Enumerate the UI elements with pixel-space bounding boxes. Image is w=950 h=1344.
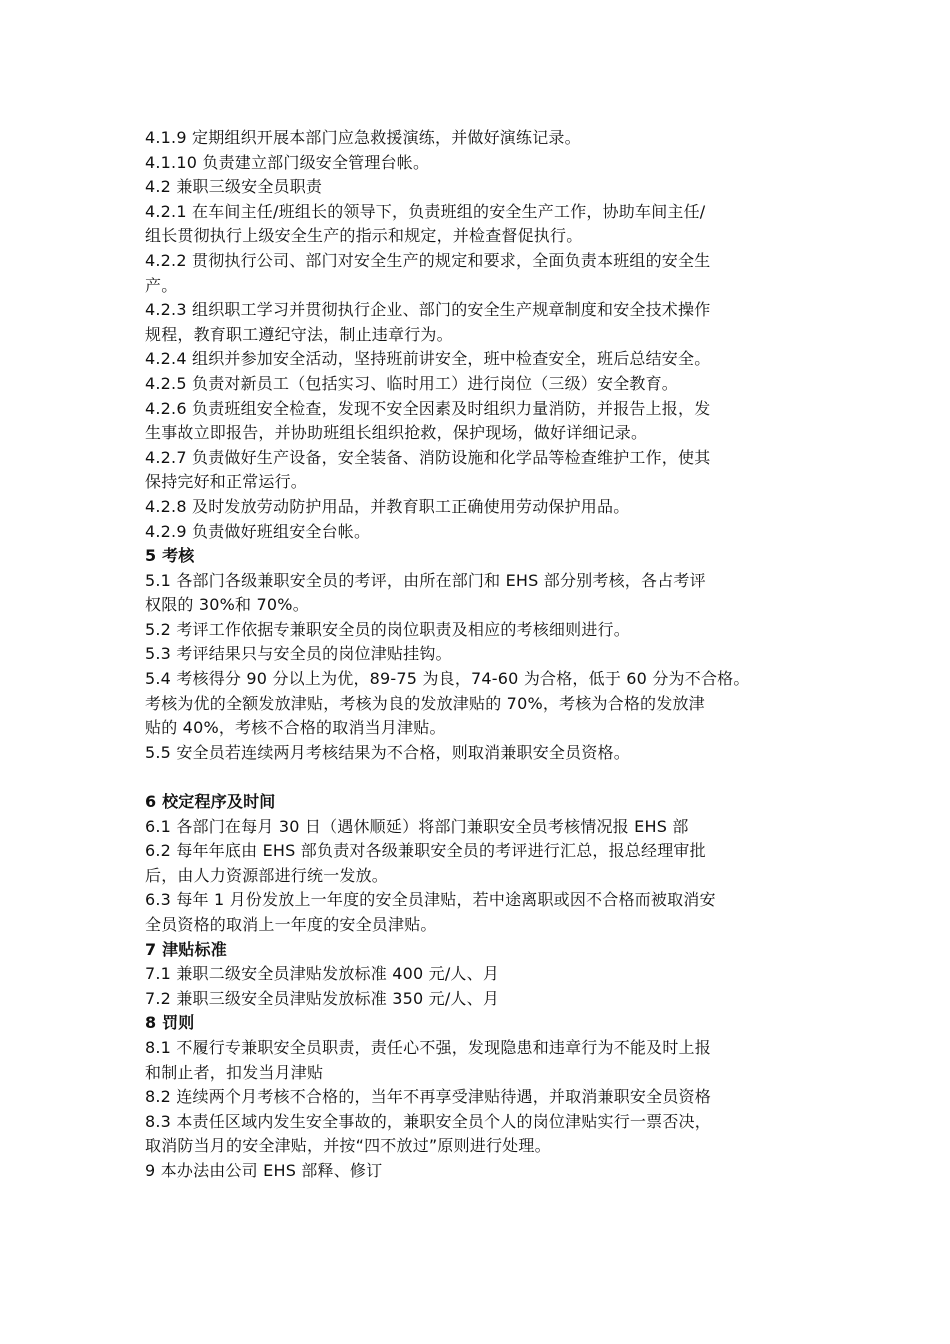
text-line: 8.3 本责任区域内发生安全事故的，兼职安全员个人的岗位津贴实行一票否决，	[145, 1111, 711, 1131]
text-line: 5.5 安全员若连续两月考核结果为不合格，则取消兼职安全员资格。	[145, 742, 630, 762]
section-heading: 7 津贴标准	[145, 939, 227, 959]
text-line: 4.2.8 及时发放劳动防护用品，并教育职工正确使用劳动保护用品。	[145, 496, 630, 516]
text-line: 4.2.2 贯彻执行公司、部门对安全生产的规定和要求，全面负责本班组的安全生	[145, 250, 711, 270]
section-heading: 5 考核	[145, 546, 195, 566]
text-line: 5.2 考评工作依据专兼职安全员的岗位职责及相应的考核细则进行。	[145, 619, 630, 639]
text-line: 4.2.4 组织并参加安全活动，坚持班前讲安全，班中检查安全，班后总结安全。	[145, 349, 711, 369]
text-line: 4.2.5 负责对新员工（包括实习、临时用工）进行岗位（三级）安全教育。	[145, 373, 678, 393]
text-line: 4.1.9 定期组织开展本部门应急救援演练，并做好演练记录。	[145, 128, 581, 147]
text-line: 7.2 兼职三级安全员津贴发放标准 350 元/人、月	[145, 988, 500, 1008]
text-line: 6.3 每年 1 月份发放上一年度的安全员津贴，若中途离职或因不合格而被取消安	[145, 890, 716, 910]
text-line: 考核为优的全额发放津贴，考核为良的发放津贴的 70%，考核为合格的发放津	[145, 693, 705, 713]
text-line: 6.1 各部门在每月 30 日（遇休顺延）将部门兼职安全员考核情况报 EHS 部	[145, 816, 689, 836]
text-line: 4.2 兼职三级安全员职责	[145, 177, 323, 197]
text-line: 4.2.1 在车间主任/班组长的领导下，负责班组的安全生产工作，协助车间主任/	[145, 201, 706, 221]
text-line: 规程，教育职工遵纪守法，制止违章行为。	[145, 324, 453, 344]
blank-line	[145, 765, 815, 790]
text-line: 5.4 考核得分 90 分以上为优，89-75 为良，74-60 为合格，低于 60 分为不合格。	[145, 669, 750, 689]
text-line: 9 本办法由公司 EHS 部释、修订	[145, 1160, 383, 1180]
section-heading: 6 校定程序及时间	[145, 792, 276, 812]
document-body	[145, 126, 815, 1184]
text-line: 8.2 连续两个月考核不合格的，当年不再享受津贴待遇，并取消兼职安全员资格	[145, 1087, 711, 1107]
text-line: 和制止者，扣发当月津贴	[145, 1062, 324, 1082]
text-line: 后，由人力资源部进行统一发放。	[145, 865, 389, 885]
text-line: 生事故立即报告，并协助班组长组织抢救，保护现场，做好详细记录。	[145, 423, 648, 443]
text-line: 产。	[145, 275, 178, 295]
text-line: 4.2.6 负责班组安全检查，发现不安全因素及时组织力量消防，并报告上报，发	[145, 398, 711, 418]
text-line: 4.1.10 负责建立部门级安全管理台帐。	[145, 152, 430, 172]
text-line: 4.2.7 负责做好生产设备，安全装备、消防设施和化学品等检查维护工作，使其	[145, 447, 711, 467]
text-line: 5.1 各部门各级兼职安全员的考评，由所在部门和 EHS 部分别考核，各占考评	[145, 570, 706, 590]
text-line: 4.2.9 负责做好班组安全台帐。	[145, 521, 371, 541]
text-line: 6.2 每年年底由 EHS 部负责对各级兼职安全员的考评进行汇总，报总经理审批	[145, 841, 706, 861]
section-heading: 8 罚则	[145, 1013, 195, 1033]
text-line: 8.1 不履行专兼职安全员职责，责任心不强，发现隐患和违章行为不能及时上报	[145, 1037, 711, 1057]
text-line: 4.2.3 组织职工学习并贯彻执行企业、部门的安全生产规章制度和安全技术操作	[145, 300, 711, 320]
text-line: 保持完好和正常运行。	[145, 472, 308, 492]
text-line: 5.3 考评结果只与安全员的岗位津贴挂钩。	[145, 644, 452, 664]
text-line: 7.1 兼职二级安全员津贴发放标准 400 元/人、月	[145, 964, 500, 984]
text-line: 权限的 30%和 70%。	[145, 595, 309, 615]
text-line: 全员资格的取消上一年度的安全员津贴。	[145, 915, 437, 934]
text-line: 组长贯彻执行上级安全生产的指示和规定，并检查督促执行。	[145, 226, 583, 246]
text-line: 取消防当月的安全津贴，并按“四不放过”原则进行处理。	[145, 1136, 551, 1156]
text-line: 贴的 40%，考核不合格的取消当月津贴。	[145, 718, 446, 738]
